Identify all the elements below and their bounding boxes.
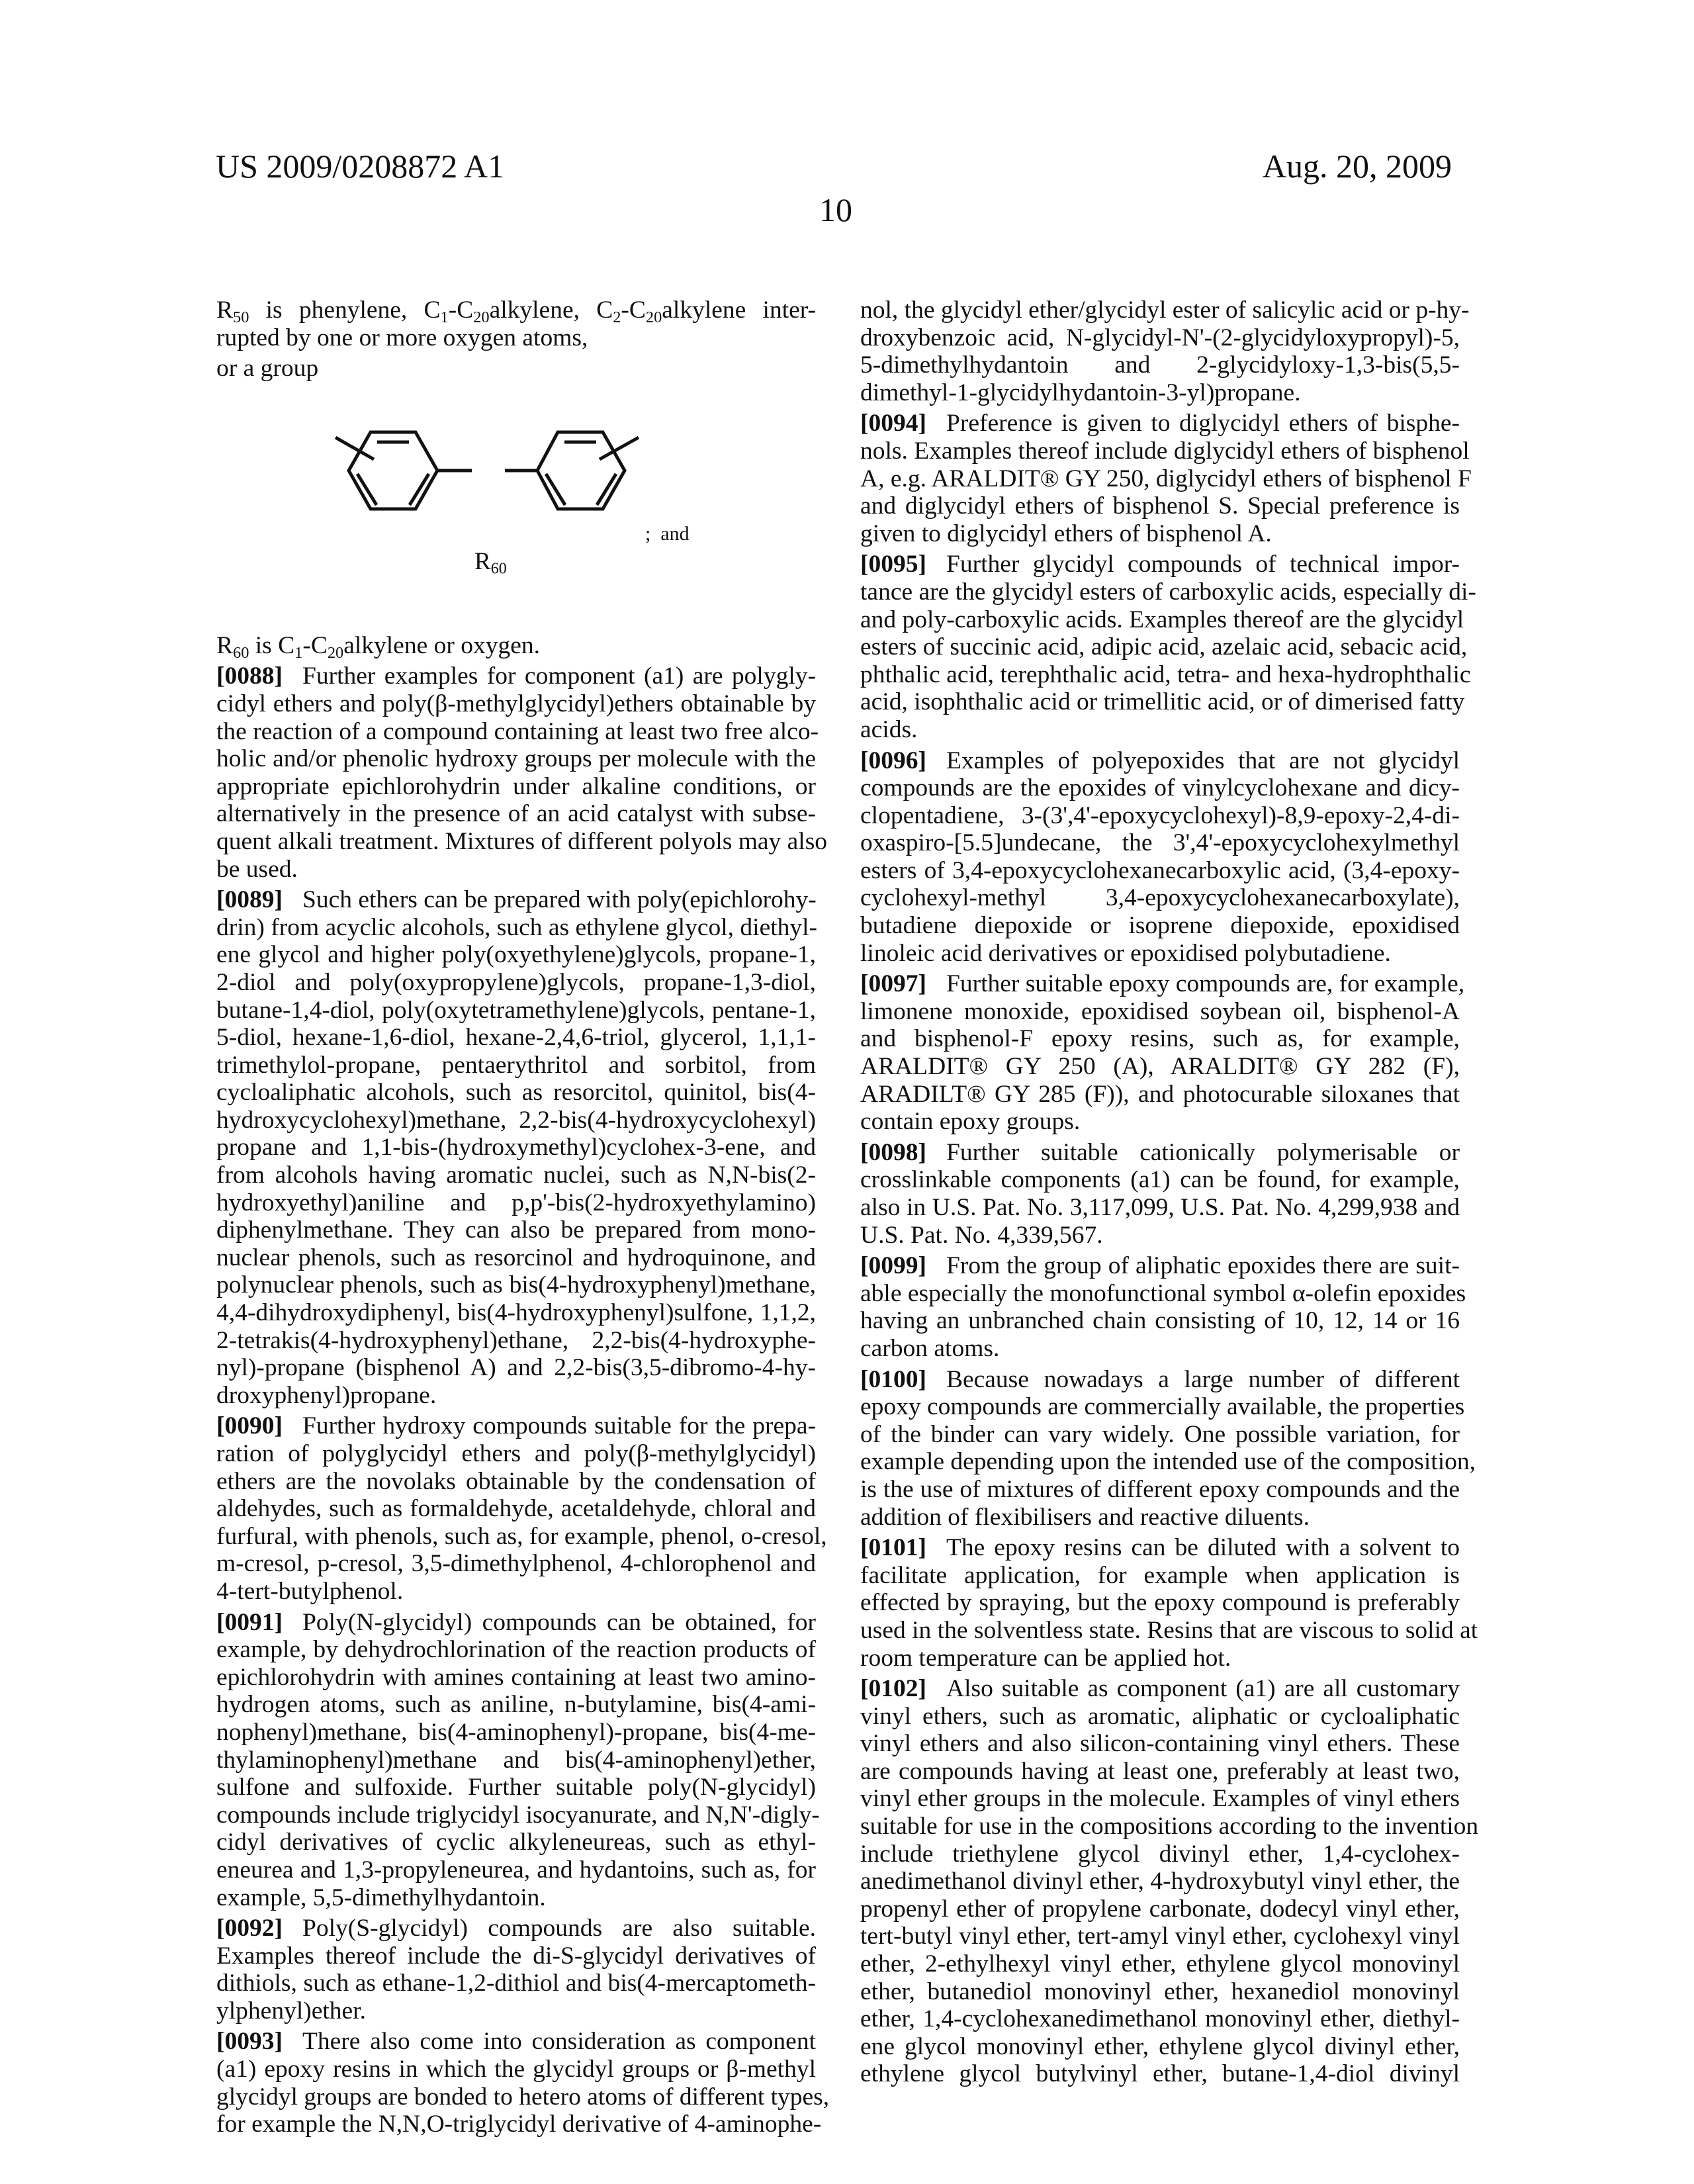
text-line [860, 829, 1460, 857]
text-line [860, 1675, 1460, 1703]
text-line [216, 1970, 816, 1997]
text-line [860, 1335, 1460, 1363]
text-line [216, 690, 816, 718]
text-line [216, 1299, 816, 1327]
line-text: epichlorohydrin with amines containing at least two amino- [216, 1663, 816, 1691]
line-text: 2-diol and poly(oxypropylene)glycols, propane-1,3-diol, [216, 968, 816, 996]
line-text: propane and 1,1-bis-(hydroxymethyl)cyclohex-3-ene, and [216, 1134, 816, 1161]
line-text: limonene monoxide, epoxidised soybean oil, bisphenol-A [860, 997, 1460, 1025]
left-substituent-bond [335, 437, 374, 459]
line-text: tert-butyl vinyl ether, tert-amyl vinyl ether, cyclohexyl vinyl [860, 1923, 1460, 1950]
text-line [216, 941, 816, 969]
text-line [860, 1785, 1460, 1813]
text-line [860, 1307, 1460, 1335]
line-text: droxybenzoic acid, N-glycidyl-N'-(2-glycidyloxypropyl)-5, [860, 324, 1460, 351]
paragraph-number: [0092] [216, 1915, 283, 1942]
paragraph-number: [0088] [216, 662, 283, 690]
text-line [860, 1053, 1460, 1081]
text-line [216, 997, 816, 1024]
paragraph-continuation [860, 296, 1470, 406]
paragraph-number: [0089] [216, 886, 283, 914]
line-text: glycidyl groups are bonded to hetero atoms of different types, [216, 2083, 830, 2111]
text-line [216, 1189, 816, 1217]
line-text: for example the N,N,O-triglycidyl derivative of 4-aminophe- [216, 2111, 822, 2138]
line-text: ether, 1,4-cyclohexanedimethanol monovinyl ether, diethyl- [860, 2005, 1460, 2033]
line-text: A, e.g. ARALDIT® GY 250, diglycidyl ethers of bisphenol F [860, 465, 1472, 492]
text-line [860, 802, 1460, 830]
line-text: example, by dehydrochlorination of the reaction products of [216, 1636, 816, 1664]
line-text: diphenylmethane. They can also be prepared from mono- [216, 1216, 816, 1244]
text-line [216, 1997, 816, 2025]
text-line [860, 716, 1460, 744]
text-line [860, 940, 1460, 968]
text-line [216, 745, 816, 773]
line-text: cyclohexyl-methyl 3,4-epoxycyclohexanecarboxylate), [860, 884, 1460, 912]
paragraph-0095 [860, 551, 1476, 743]
text-line [216, 1161, 816, 1189]
text-line [860, 1758, 1460, 1786]
text-line: $R_{50}$ is phenylene, $C_1-C_{20}alkylene$, $C_2-C_{20}alkylene$ inter- [216, 296, 816, 326]
text-line [216, 800, 816, 828]
text-line [860, 633, 1468, 661]
paragraph-0089 [216, 886, 816, 1409]
text-line [860, 1366, 1460, 1394]
paragraph-0102 [860, 1675, 1479, 2088]
line-text: propenyl ether of propylene carbonate, dodecyl vinyl ether, [860, 1895, 1460, 1923]
text-line [860, 2060, 1460, 2088]
text-line [860, 1166, 1460, 1194]
text-line [216, 1468, 816, 1496]
text-line [216, 1578, 816, 1606]
text-line [216, 914, 816, 942]
line-text: 5-diol, hexane-1,6-diol, hexane-2,4,6-triol, glycerol, 1,1,1- [216, 1024, 816, 1052]
text-line [216, 886, 816, 914]
text-line: rupted by one or more oxygen atoms, [216, 324, 588, 351]
line-text: Poly(S-glycidyl) compounds are also suitable. [302, 1915, 816, 1942]
line-text: ether, butanediol monovinyl ether, hexanediol monovinyl [860, 1978, 1460, 2005]
line-text: nols. Examples thereof include diglycidyl ethers of bisphenol [860, 437, 1470, 465]
left-paragraphs [216, 662, 830, 2138]
paragraph-number: [0097] [860, 970, 926, 998]
text-line: or a group [216, 355, 319, 383]
paragraph-number: [0100] [860, 1365, 926, 1393]
text-line [860, 1108, 1460, 1136]
text-line [216, 2111, 822, 2138]
line-text: Further suitable cationically polymerisable or [946, 1138, 1460, 1166]
line-text: butadiene diepoxide or isoprene diepoxide, epoxidised [860, 912, 1460, 940]
line-text: example, 5,5-dimethylhydantoin. [216, 1884, 546, 1911]
line-text: holic and/or phenolic hydroxy groups per molecule with the [216, 745, 816, 773]
paragraph-0094 [860, 410, 1472, 547]
line-text: are compounds having at least one, preferably at least two, [860, 1757, 1460, 1785]
text-line [216, 1915, 816, 1942]
text-line [860, 1139, 1460, 1167]
text-line [216, 1719, 816, 1747]
text-line [860, 1025, 1460, 1053]
text-line [216, 1495, 816, 1523]
text-line [860, 1279, 1466, 1308]
text-line [216, 856, 816, 884]
text-line [216, 1636, 816, 1664]
line-text: dimethyl-1-glycidylhydantoin-3-yl)propane. [860, 379, 1301, 406]
text-line [216, 1747, 816, 1774]
text-line [216, 1550, 816, 1578]
or-a-group-line [216, 355, 816, 383]
line-text: and poly-carboxylic acids. Examples thereof are the glycidyl [860, 606, 1464, 633]
text-line [860, 324, 1460, 352]
paragraph-0091 [216, 1608, 820, 1912]
line-text: linoleic acid derivatives or epoxidised polybutadiene. [860, 939, 1391, 967]
line-text: crosslinkable components (a1) can be found, for example, [860, 1166, 1460, 1194]
text-line [216, 1942, 816, 1970]
line-text: tance are the glycidyl esters of carboxylic acids, especially di- [860, 578, 1476, 606]
line-text: Further suitable epoxy compounds are, for example, [946, 970, 1465, 998]
right-paragraphs [860, 296, 1479, 2088]
text-line [216, 1884, 816, 1912]
text-line [860, 1730, 1460, 1758]
text-line [860, 1194, 1460, 1222]
text-line [216, 1327, 816, 1355]
line-text: the reaction of a compound containing at least two free alco- [216, 717, 819, 745]
line-text: able especially the monofunctional symbol α-olefin epoxides [860, 1279, 1466, 1307]
text-line [216, 1801, 820, 1829]
text-line [216, 1024, 816, 1052]
text-line [860, 1476, 1460, 1504]
text-line [216, 969, 816, 997]
line-text: clopentadiene, 3-(3',4'-epoxycyclohexyl)-8,9-epoxy-2,4-di- [860, 801, 1460, 829]
paragraph-number: [0098] [860, 1138, 926, 1166]
text-line [860, 1895, 1460, 1923]
line-text: ARADILT® GY 285 (F)), and photocurable siloxanes that [860, 1080, 1460, 1108]
text-line [860, 1813, 1479, 1841]
text-line [860, 1393, 1465, 1421]
line-text: alternatively in the presence of an acid catalyst with subse- [216, 800, 816, 828]
paragraph-0101 [860, 1534, 1478, 1672]
line-text: and bisphenol-F epoxy resins, such as, for example, [860, 1025, 1460, 1053]
line-text: used in the solventless state. Resins that are viscous to solid at [860, 1616, 1478, 1644]
text-line [860, 660, 1471, 689]
chemical-structure-r60-biphenyl [216, 386, 816, 632]
line-text: vinyl ethers and also silicon-containing vinyl ethers. These [860, 1730, 1460, 1758]
text-line [216, 1856, 816, 1884]
text-line [860, 857, 1460, 885]
line-text: include triethylene glycol divinyl ether, 1,4-cyclohex- [860, 1840, 1460, 1868]
text-line [860, 1421, 1460, 1449]
text-line [860, 1222, 1460, 1250]
line-text: ethers are the novolaks obtainable by the condensation of [216, 1467, 816, 1495]
text-line [860, 1252, 1460, 1280]
text-line [216, 662, 816, 690]
line-text: esters of succinic acid, adipic acid, azelaic acid, sebacic acid, [860, 633, 1468, 661]
line-text: hydroxycyclohexyl)methane, 2,2-bis(4-hydroxycyclohexyl) [216, 1106, 816, 1134]
line-text: acids. [860, 715, 918, 743]
text-line [860, 1504, 1460, 1531]
line-text: appropriate epichlorohydrin under alkaline conditions, or [216, 772, 816, 800]
text-line [860, 747, 1460, 775]
line-text: anedimethanol divinyl ether, 4-hydroxybutyl vinyl ether, the [860, 1868, 1460, 1895]
line-text: cidyl ethers and poly(β-methylglycidyl)ethers obtainable by [216, 690, 816, 717]
line-text: sulfone and sulfoxide. Further suitable poly(N-glycidyl) [216, 1774, 816, 1801]
text-line [216, 2028, 816, 2056]
line-text: be used. [216, 855, 298, 883]
page-number: 10 [819, 191, 852, 228]
text-line [216, 1216, 816, 1244]
paragraph-0099 [860, 1252, 1466, 1362]
r60-label: $R_{60}$ [474, 547, 507, 578]
line-text: ethylene glycol butylvinyl ether, butane-1,4-diol divinyl [860, 2060, 1460, 2088]
right-substituent-bond [600, 437, 639, 459]
line-text: 5-dimethylhydantoin and 2-glycidyloxy-1,3-bis(5,5- [860, 351, 1460, 379]
paragraph-number: [0101] [860, 1534, 926, 1562]
paragraph-number: [0095] [860, 551, 926, 578]
line-text: (a1) epoxy resins in which the glycidyl groups or β-methyl [216, 2056, 816, 2083]
line-text: effected by spraying, but the epoxy compound is preferably [860, 1589, 1460, 1617]
publication-date: Aug. 20, 2009 [1262, 148, 1452, 185]
paragraph-0093 [216, 2028, 830, 2138]
text-line [216, 827, 828, 856]
text-line [860, 520, 1460, 548]
line-text: nyl)-propane (bisphenol A) and 2,2-bis(3,5-dibromo-4-hy- [216, 1354, 816, 1382]
text-line [860, 551, 1460, 578]
text-line [860, 1950, 1460, 1978]
text-line [860, 2005, 1460, 2033]
text-line [216, 1609, 816, 1637]
text-line [216, 1354, 816, 1382]
line-text: nuclear phenols, such as resorcinol and hydroquinone, and [216, 1244, 816, 1271]
publication-number: US 2009/0208872 A1 [216, 148, 505, 185]
text-line [860, 688, 1465, 716]
line-text: dithiols, such as ethane-1,2-dithiol and bis(4-mercaptometh- [216, 1970, 816, 1997]
line-text: drin) from acyclic alcohols, such as ethylene glycol, diethyl- [216, 913, 818, 941]
line-text: thylaminophenyl)methane and bis(4-aminophenyl)ether, [216, 1746, 816, 1774]
line-text: aldehydes, such as formaldehyde, acetaldehyde, chloral and [216, 1495, 816, 1523]
text-line [860, 884, 1460, 912]
text-line [216, 1440, 816, 1468]
line-text: Examples thereof include the di-S-glycidyl derivatives of [216, 1942, 816, 1970]
line-text: room temperature can be applied hot. [860, 1644, 1231, 1672]
line-text: cidyl derivatives of cyclic alkyleneureas, such as ethyl- [216, 1829, 816, 1856]
line-text: hydrogen atoms, such as aniline, n-butylamine, bis(4-ami- [216, 1691, 816, 1719]
line-text: contain epoxy groups. [860, 1108, 1081, 1136]
paragraph-number: [0094] [860, 410, 926, 437]
paragraph-number: [0102] [860, 1675, 926, 1703]
line-text: example depending upon the intended use of the composition, [860, 1448, 1476, 1476]
line-text: Further glycidyl compounds of technical impor- [946, 551, 1460, 578]
text-line [860, 1645, 1460, 1672]
text-line [216, 1774, 816, 1801]
line-text: U.S. Pat. No. 4,339,567. [860, 1221, 1103, 1249]
text-line [860, 1841, 1460, 1868]
text-line [216, 717, 819, 746]
line-text: vinyl ethers, such as aromatic, aliphatic or cycloaliphatic [860, 1702, 1460, 1730]
text-line [860, 351, 1460, 379]
paragraph-0098 [860, 1139, 1460, 1249]
line-text: also in U.S. Pat. No. 3,117,099, U.S. Pat. No. 4,299,938 and [860, 1194, 1460, 1221]
line-text: compounds include triglycidyl isocyanurate, and N,N'-digly- [216, 1801, 820, 1829]
line-text: Examples of polyepoxides that are not glycidyl [946, 747, 1460, 774]
line-text: polynuclear phenols, such as bis(4-hydroxyphenyl)methane, [216, 1271, 816, 1299]
text-line [860, 437, 1470, 465]
text-line [216, 1244, 816, 1272]
line-text: ene glycol and higher poly(oxyethylene)glycols, propane-1, [216, 941, 816, 969]
line-text: Further examples for component (a1) are polygly- [302, 662, 816, 690]
line-text: Further hydroxy compounds suitable for the prepa- [302, 1412, 816, 1440]
line-text: ylphenyl)ether. [216, 1997, 366, 2025]
structure-trailing-text: ; and [645, 522, 690, 545]
text-line [216, 1079, 816, 1107]
line-text: The epoxy resins can be diluted with a solvent to [946, 1534, 1460, 1562]
line-text: trimethylol-propane, pentaerythritol and sorbitol, from [216, 1051, 816, 1079]
text-line [860, 998, 1460, 1026]
text-line [860, 410, 1460, 437]
paragraph-number: [0091] [216, 1608, 283, 1636]
paragraph-0088 [216, 662, 828, 883]
text-line [860, 1978, 1460, 2006]
text-line [860, 774, 1460, 802]
line-text: There also come into consideration as component [302, 2028, 816, 2056]
line-text: compounds are the epoxides of vinylcyclohexane and dicy- [860, 774, 1460, 802]
text-line [860, 1868, 1460, 1895]
line-text: having an unbranched chain consisting of 10, 12, 14 or 16 [860, 1307, 1460, 1335]
text-line [860, 1923, 1460, 1950]
line-text: is the use of mixtures of different epoxy compounds and the [860, 1475, 1460, 1503]
line-text: ARALDIT® GY 250 (A), ARALDIT® GY 282 (F), [860, 1053, 1460, 1081]
line-text: given to diglycidyl ethers of bisphenol A. [860, 520, 1272, 547]
paragraph-number: [0099] [860, 1252, 926, 1280]
line-text: from alcohols having aromatic nuclei, such as N,N-bis(2- [216, 1161, 816, 1189]
text-line [216, 2056, 816, 2083]
line-text: cycloaliphatic alcohols, such as resorcitol, quinitol, bis(4- [216, 1079, 816, 1107]
line-text: suitable for use in the compositions according to the invention [860, 1813, 1479, 1841]
right-column [860, 296, 1479, 2091]
line-text: nol, the glycidyl ether/glycidyl ester of salicylic acid or p-hy- [860, 296, 1470, 324]
line-text: eneurea and 1,3-propyleneurea, and hydantoins, such as, for [216, 1856, 816, 1884]
line-text: quent alkali treatment. Mixtures of different polyols may also [216, 827, 828, 855]
text-line [216, 1829, 816, 1856]
paragraph-0096 [860, 747, 1460, 968]
line-text: facilitate application, for example when application is [860, 1561, 1460, 1589]
text-line [216, 1664, 816, 1692]
text-line [860, 1534, 1460, 1562]
line-text: vinyl ether groups in the molecule. Examples of vinyl ethers [860, 1785, 1460, 1813]
text-line [860, 578, 1476, 606]
line-text: hydroxyethyl)aniline and p,p'-bis(2-hydroxyethylamino) [216, 1189, 816, 1216]
left-column [216, 296, 830, 2142]
line-text: Poly(N-glycidyl) compounds can be obtained, for [302, 1608, 816, 1636]
text-line [860, 1448, 1476, 1476]
paragraph-number: [0096] [860, 747, 926, 774]
line-text: 4-tert-butylphenol. [216, 1577, 404, 1605]
text-line [216, 1382, 816, 1410]
text-line [216, 1107, 816, 1134]
text-line [216, 1052, 816, 1079]
text-line [216, 1522, 827, 1551]
line-text: Because nowadays a large number of different [946, 1365, 1460, 1393]
text-line [860, 465, 1472, 493]
paragraph-0100 [860, 1365, 1476, 1531]
paragraph-0090 [216, 1412, 827, 1605]
line-text: oxaspiro-[5.5]undecane, the 3',4'-epoxycyclohexylmethyl [860, 829, 1460, 857]
text-line [860, 379, 1460, 407]
paragraph-0097 [860, 970, 1465, 1136]
line-text: carbon atoms. [860, 1334, 1000, 1362]
line-text: Also suitable as component (a1) are all customary [946, 1675, 1460, 1703]
line-text: butane-1,4-diol, poly(oxytetramethylene)glycols, pentane-1, [216, 996, 816, 1024]
text-line [860, 492, 1460, 520]
line-text: and diglycidyl ethers of bisphenol S. Special preference is [860, 492, 1460, 520]
text-line [860, 606, 1464, 634]
text-line [860, 1589, 1460, 1617]
paragraph-0092 [216, 1915, 816, 2025]
text-line [216, 1412, 816, 1440]
text-line [216, 1271, 816, 1299]
line-text: addition of flexibilisers and reactive diluents. [860, 1503, 1310, 1531]
text-line [216, 773, 816, 801]
line-text: of the binder can vary widely. One possible variation, for [860, 1420, 1460, 1448]
r60-definition [216, 632, 816, 660]
text-line [860, 296, 1470, 324]
text-line [860, 970, 1465, 998]
line-text: From the group of aliphatic epoxides there are suit- [946, 1252, 1460, 1280]
line-text: Preference is given to diglycidyl ethers of bisphe- [946, 410, 1460, 437]
line-text: esters of 3,4-epoxycyclohexanecarboxylic acid, (3,4-epoxy- [860, 856, 1460, 884]
paragraph-number: [0090] [216, 1412, 283, 1440]
line-text: ether, 2-ethylhexyl vinyl ether, ethylene glycol monovinyl [860, 1950, 1460, 1978]
line-text: furfural, with phenols, such as, for example, phenol, o-cresol, [216, 1522, 827, 1550]
line-text: m-cresol, p-cresol, 3,5-dimethylphenol, 4-chlorophenol and [216, 1550, 816, 1578]
text-line [216, 1691, 816, 1719]
text-line: $R_{60}$ is $C_1-C_{20}alkylene$ or oxygen. [216, 631, 540, 662]
text-line [216, 2083, 830, 2111]
line-text: 2-tetrakis(4-hydroxyphenyl)ethane, 2,2-bis(4-hydroxyphe- [216, 1326, 816, 1354]
line-text: ene glycol monovinyl ether, ethylene glycol divinyl ether, [860, 2032, 1460, 2060]
line-text: 4,4-dihydroxydiphenyl, bis(4-hydroxyphenyl)sulfone, 1,1,2, [216, 1299, 816, 1327]
text-line [216, 1134, 816, 1161]
structure-drawing [216, 386, 816, 632]
r50-definition [216, 296, 816, 351]
line-text: droxyphenyl)propane. [216, 1381, 437, 1409]
text-line [860, 1703, 1460, 1731]
text-line [860, 1562, 1460, 1590]
paragraph-number: [0093] [216, 2028, 283, 2056]
line-text: acid, isophthalic acid or trimellitic acid, or of dimerised fatty [860, 688, 1465, 716]
text-line [860, 1081, 1460, 1109]
line-text: phthalic acid, terephthalic acid, tetra- and hexa-hydrophthalic [860, 660, 1471, 688]
text-line [860, 912, 1460, 940]
line-text: epoxy compounds are commercially available, the properties [860, 1393, 1465, 1421]
line-text: nophenyl)methane, bis(4-aminophenyl)-propane, bis(4-me- [216, 1718, 816, 1746]
text-line [860, 2033, 1460, 2061]
line-text: Such ethers can be prepared with poly(epichlorohy- [302, 886, 817, 914]
line-text: ration of polyglycidyl ethers and poly(β-methylglycidyl) [216, 1440, 816, 1467]
text-line [860, 1616, 1478, 1645]
